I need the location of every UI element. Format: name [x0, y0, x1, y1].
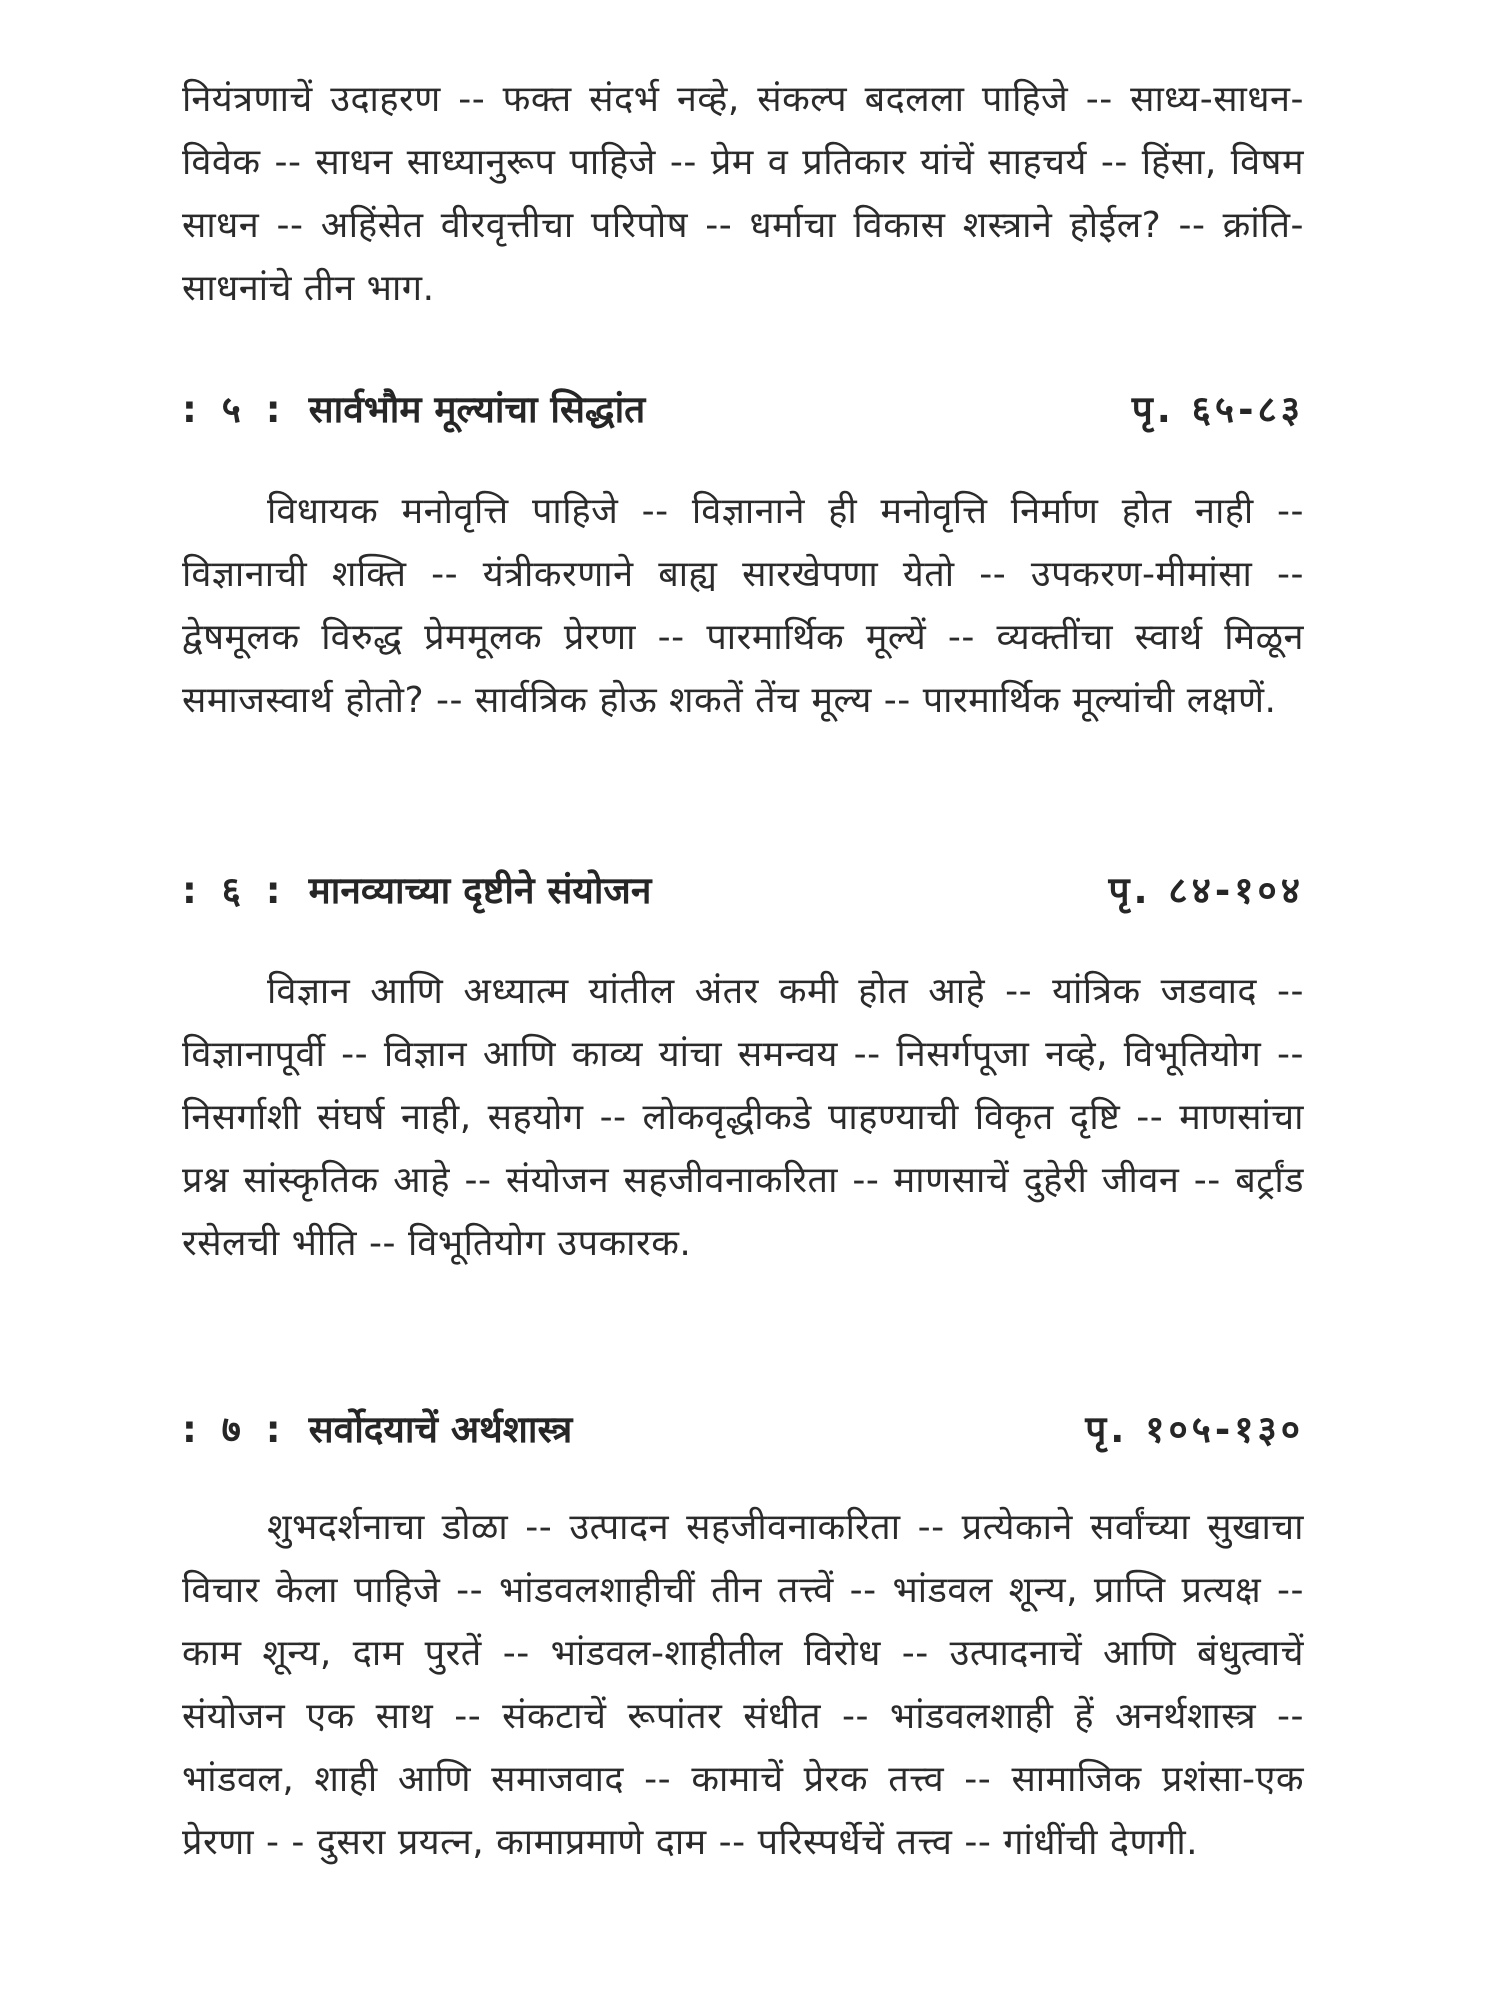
section-page-range: पृ. १०५-१३०: [1085, 1407, 1304, 1451]
section-title: सार्वभौम मूल्यांचा सिद्धांत: [308, 387, 646, 431]
section-number: : ७ :: [182, 1407, 287, 1451]
section-heading-5: [182, 377, 1304, 437]
section-title: मानव्याच्या दृष्टीने संयोजन: [308, 868, 652, 912]
section-heading-7: [182, 1397, 1304, 1457]
section-page-range: पृ. ८४-१०४: [1108, 868, 1304, 912]
section-number: : ५ :: [182, 387, 287, 431]
section-heading-6: [182, 858, 1304, 918]
section-title: सर्वोदयाचें अर्थशास्त्र: [308, 1407, 573, 1451]
section-summary-5: विधायक मनोवृत्ति पाहिजे -- विज्ञानाने ही मनोवृत्ति निर्माण होत नाही -- विज्ञानाची शक्ति -- यंत्रीकरणाने बाह्य सारखेपणा येतो -- उपकरण-मीमांसा -- द्वेषमूलक विरुद्ध प्रेममूलक प्रेरणा -- पारमार्थिक मूल्यें -- व्यक्तींचा स्वार्थ मिळून समाजस्वार्थ होतो? -- सार्वत्रिक होऊ शकतें तेंच मूल्य -- पारमार्थिक मूल्यांची लक्षणें.: [182, 491, 1304, 721]
section-summary-6: विज्ञान आणि अध्यात्म यांतील अंतर कमी होत आहे -- यांत्रिक जडवाद -- विज्ञानापूर्वी -- विज्ञान आणि काव्य यांचा समन्वय -- निसर्गपूजा नव्हे, विभूतियोग -- निसर्गाशी संघर्ष नाही, सहयोग -- लोकवृद्धीकडे पाहण्याची विकृत दृष्टि -- माणसांचा प्रश्न सांस्कृतिक आहे -- संयोजन सहजीवनाकरिता -- माणसाचें दुहेरी जीवन -- बर्ट्रांड रसेलची भीति -- विभूतियोग उपकारक.: [182, 971, 1304, 1264]
section-page-range: पृ. ६५-८३: [1131, 387, 1304, 431]
section-number: : ६ :: [182, 868, 287, 912]
section-summary-7: शुभदर्शनाचा डोळा -- उत्पादन सहजीवनाकरिता -- प्रत्येकाने सर्वांच्या सुखाचा विचार केला पाहिजे -- भांडवलशाहीचीं तीन तत्त्वें -- भांडवल शून्य, प्राप्ति प्रत्यक्ष -- काम शून्य, दाम पुरतें -- भांडवल-शाहीतील विरोध -- उत्पादनाचें आणि बंधुत्वाचें संयोजन एक साथ -- संकटाचें रूपांतर संधीत -- भांडवलशाही हें अनर्थशास्त्र -- भांडवल, शाही आणि समाजवाद -- कामाचें प्रेरक तत्त्व -- सामाजिक प्रशंसा-एक प्रेरणा - - दुसरा प्रयत्न, कामाप्रमाणे दाम -- परिस्पर्धेचें तत्त्व -- गांधींची देणगी.: [182, 1507, 1304, 1863]
intro-paragraph: नियंत्रणाचें उदाहरण -- फक्त संदर्भ नव्हे, संकल्प बदलला पाहिजे -- साध्य-साधन-विवेक -- साधन साध्यानुरूप पाहिजे -- प्रेम व प्रतिकार यांचें साहचर्य -- हिंसा, विषम साधन -- अहिंसेत वीरवृत्तीचा परिपोष -- धर्माचा विकास शस्त्राने होईल? -- क्रांति-साधनांचे तीन भाग.: [182, 79, 1304, 309]
